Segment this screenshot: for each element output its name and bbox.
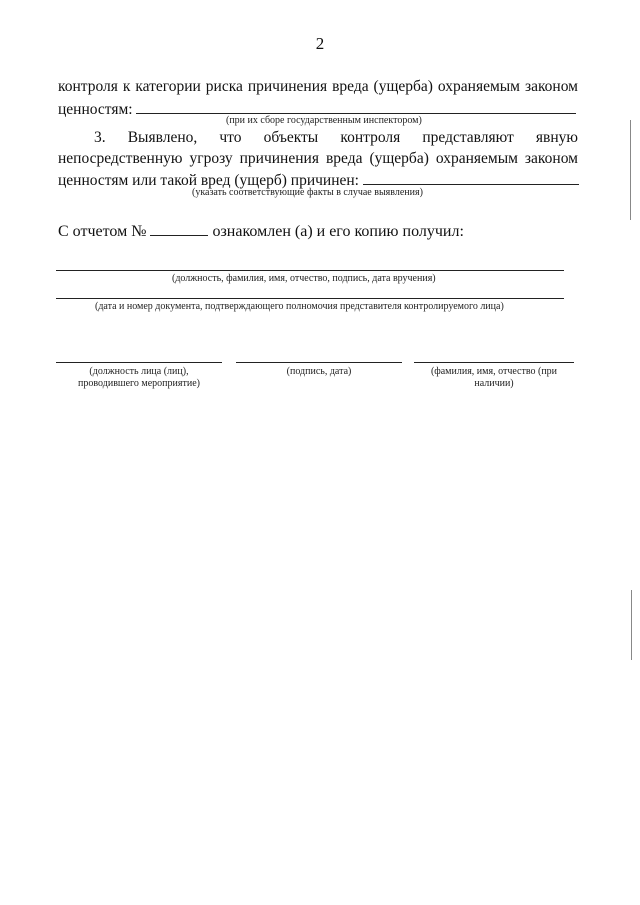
item3-line3: ценностям или такой вред (ущерб) причинен: (58, 170, 578, 190)
signature-date-caption: (подпись, дата) (286, 366, 352, 377)
authority-document-caption: (дата и номер документа, подтверждающего полномочия представителя контролируемого лица) (95, 301, 504, 312)
signature-date-line[interactable] (236, 362, 402, 363)
official-position-line[interactable] (56, 362, 222, 363)
recipient-line[interactable] (56, 270, 564, 271)
scan-edge-right (630, 120, 631, 220)
recipient-caption: (должность, фамилия, имя, отчество, подпись, дата вручения) (172, 273, 436, 284)
authority-document-line[interactable] (56, 298, 564, 299)
item3-number: 3. (94, 129, 106, 146)
paragraph-top-line2: ценностям: (58, 99, 578, 119)
paragraph-top-line1: контроля к категории риска причинения вреда (ущерба) охраняемым законом (58, 78, 578, 95)
scan-edge-right-lower (631, 590, 632, 660)
violation-caption: (указать соответствующие факты в случае выявления) (192, 187, 423, 198)
report-number-field[interactable] (150, 221, 208, 236)
full-name-caption: (фамилия, имя, отчество (при наличии) (430, 366, 558, 389)
acknowledgement-line: С отчетом № ознакомлен (а) и его копию получил: (58, 223, 464, 240)
full-name-line[interactable] (414, 362, 574, 363)
item3-line1: 3. Выявлено, что объекты контроля представляют явную (94, 129, 578, 146)
official-position-caption: (должность лица (лиц), проводившего мероприятие) (78, 366, 200, 389)
page-number: 2 (315, 34, 325, 53)
inspector-caption: (при их сборе государственным инспектором) (226, 115, 422, 126)
violation-facts-field[interactable] (363, 170, 579, 185)
item3-line2: непосредственную угрозу причинения вреда (ущерба) охраняемым законом (58, 150, 578, 167)
inspector-field[interactable] (136, 99, 576, 114)
